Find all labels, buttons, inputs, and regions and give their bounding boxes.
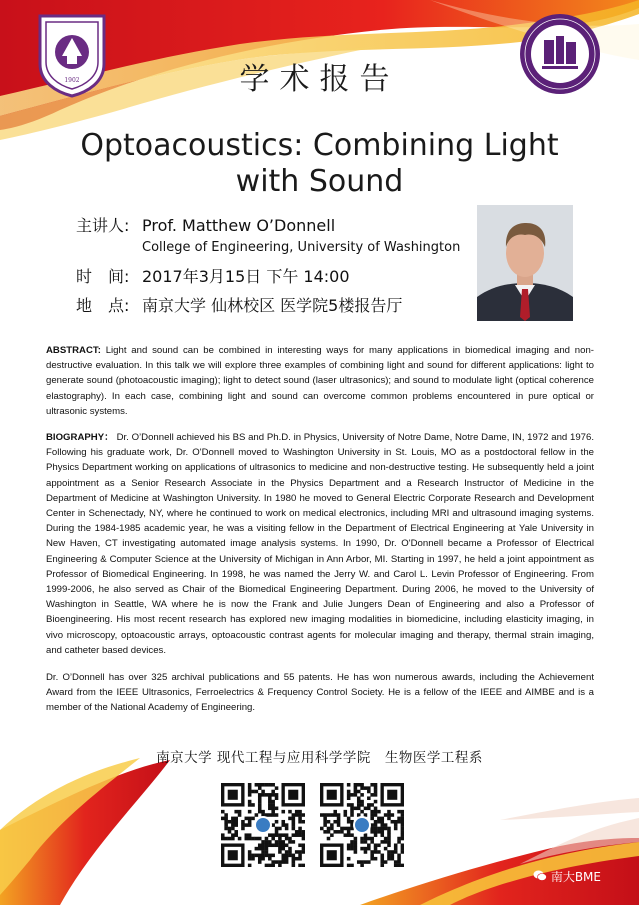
location-label: 地 点: (76, 296, 130, 315)
time-row (76, 264, 350, 287)
abstract-paragraph (46, 343, 594, 419)
speaker-affiliation: College of Engineering, University of Washington (142, 240, 461, 255)
speaker-row (76, 213, 335, 236)
talk-title (60, 128, 579, 200)
time-label: 时 间: (76, 267, 130, 286)
qr-code-left[interactable] (221, 783, 305, 867)
biography-paragraph (46, 430, 594, 658)
watermark (533, 868, 601, 885)
location-row (76, 293, 402, 316)
watermark-text: 南大BME (550, 870, 601, 884)
biography-label: BIOGRAPHY： (46, 432, 114, 443)
abstract-label: ABSTRACT: (46, 345, 101, 356)
organizers-line: 南京大学 现代工程与应用科学学院 生物医学工程系 (156, 750, 483, 766)
location-value: 南京大学 仙林校区 医学院5楼报告厅 (142, 296, 403, 315)
awards-paragraph: Dr. O’Donnell has over 325 archival publications and 55 patents. He has won numerous awards, including the Achievement Award from the IEEE Ultrasonics, Ferroelectrics & Frequency Control Society. He is a fellow of the IEEE and AIMBE and is a member of the National Academy of Engineering. (46, 672, 594, 714)
abstract-text: Light and sound can be combined in interesting ways for many applications in biomedical imaging and non-destructive evaluation. In this talk we will explore three examples of combining light and sound for different applications: light to generate sound (photoacoustic imaging); light to detect sound (laser ultrasonics); and sound to modulate light (optical coherence elastography). In each case, combining light and sound can overcome common problems encountered in pure optical or ultrasonic systems. (46, 345, 594, 417)
talk-title-line1: Optoacoustics: Combining Light (80, 128, 559, 163)
biography-text: Dr. O’Donnell achieved his BS and Ph.D. in Physics, University of Notre Dame, Notre Dame, IN, 1972 and 1976. Following his graduate work, Dr. O'Donnell moved to Washington University in St. Louis, MO as a postdoctoral fellow in the Physics Department working on applications of ultrasonics to medicine and non-destructive testing. He subsequently held a joint appointment as a Senior Research Associate in the Physics Department and a Research Instructor of Medicine in the Department of Medicine at Washington University. In 1980 he moved to General Electric Corporate Research and Development Center in Schenectady, NY, where he continued to work on medical electronics, including MRI and ultrasound imaging systems. During the 1984-1985 academic year, he was a visiting fellow in the Department of Electrical Engineering at Yale University in New Haven, CT investigating automated image analysis systems. In 1990, Dr. O'Donnell became a Professor of Electrical Engineering & Computer Science at the University of Michigan in Ann Arbor, MI. Starting in 1997, he held a joint appointment as Professor of Biomedical Engineering. In 1998, he was named the Jerry W. and Carol L. Levin Professor of Engineering. From 1999-2006, he also served as Chair of the Biomedical Engineering Department. During 2006, he moved to the University of Washington in Seattle, WA where he is now the Frank and Julie Jungers Dean of Engineering and also a Professor of Bioengineering. His most recent research has explored new imaging modalities in biomedicine, including elasticity imaging, in vivo microscopy, optoacoustic arrays, optoacoustic contrast agents for molecular imaging and therapy, thermal strain imaging, and catheter based devices. (46, 432, 594, 656)
qr-code-right[interactable] (320, 783, 404, 867)
speaker-photo (477, 205, 573, 321)
time-value: 2017年3月15日 下午 14:00 (142, 267, 350, 286)
speaker-label: 主讲人: (76, 216, 130, 235)
speaker-name: Prof. Matthew O’Donnell (142, 216, 336, 235)
talk-title-line2: with Sound (235, 164, 404, 199)
page-title: 学术报告 (239, 62, 400, 97)
svg-text:1902: 1902 (64, 77, 80, 84)
wechat-icon (533, 870, 547, 884)
